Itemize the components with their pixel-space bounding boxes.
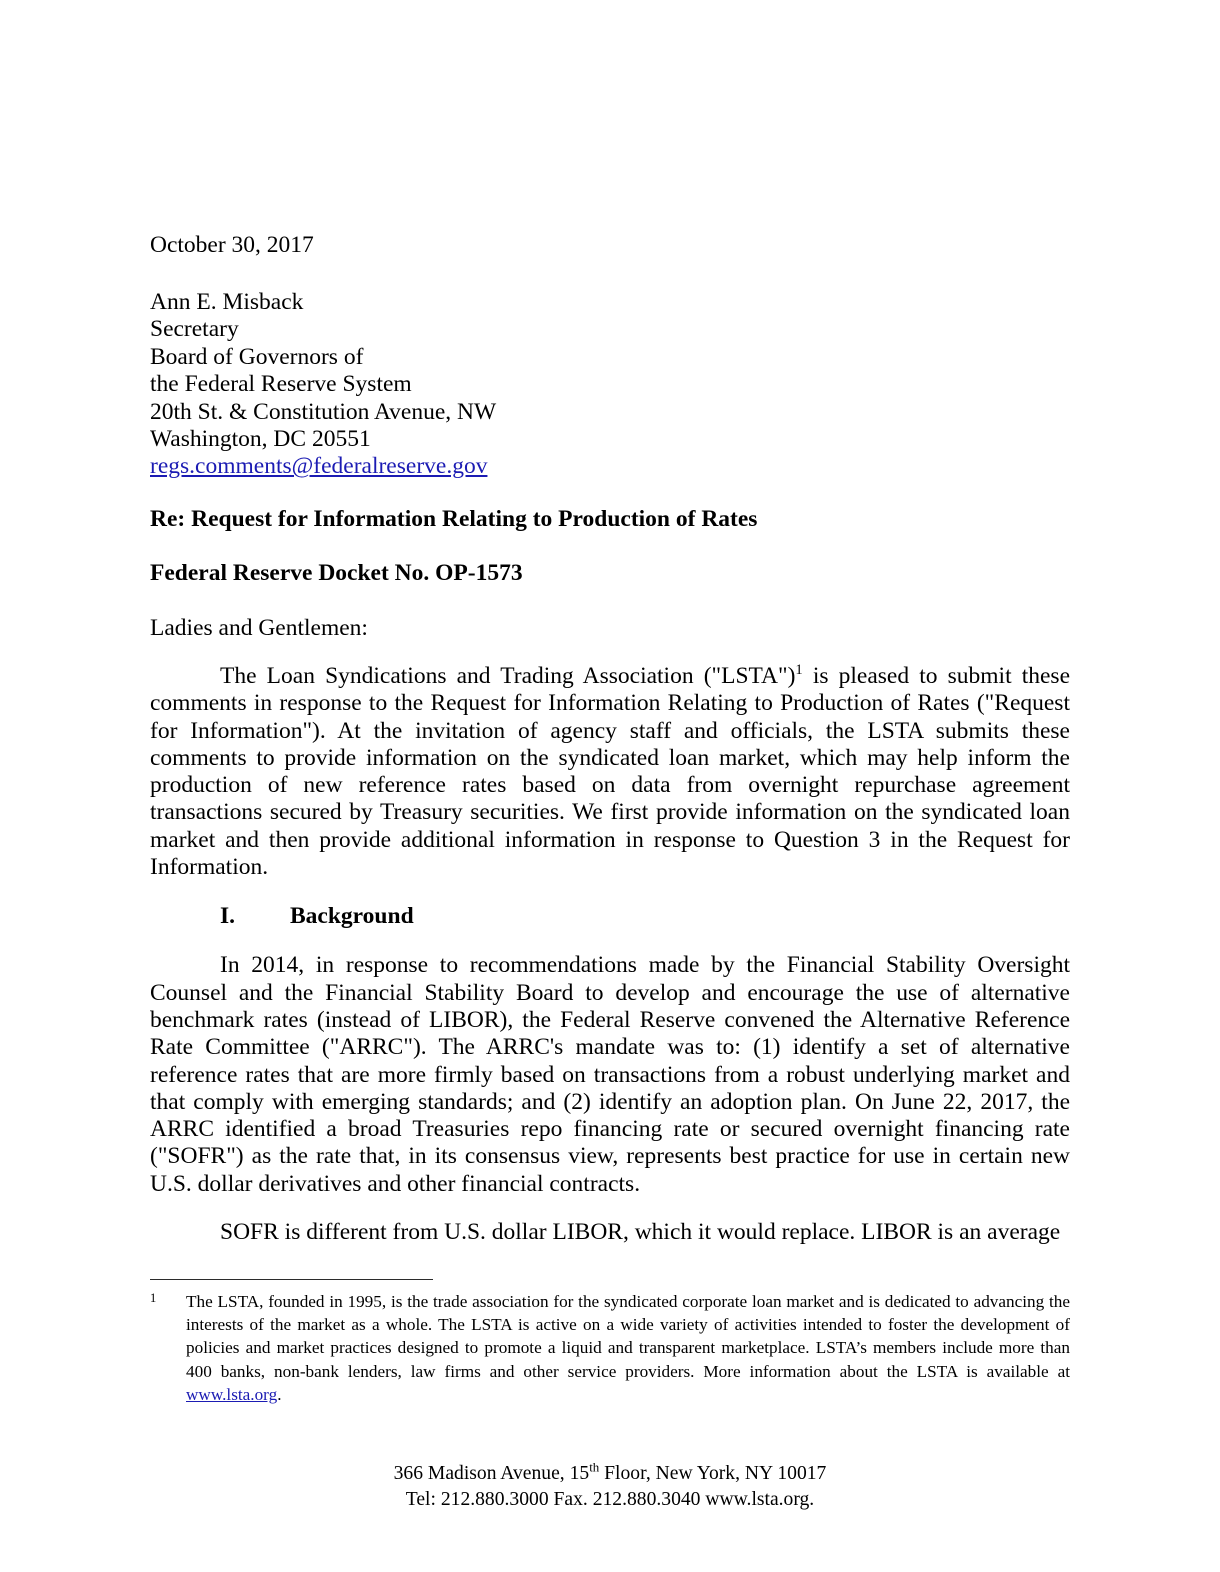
footer-contact-line: Tel: 212.880.3000 Fax. 212.880.3040 www.lsta.org. <box>405 1489 815 1510</box>
paragraph-introduction <box>150 663 1070 881</box>
salutation: Ladies and Gentlemen: <box>150 615 368 641</box>
footer-address-part-a: 366 Madison Avenue, 15 <box>393 1463 590 1484</box>
paragraph-background: In 2014, in response to recommendations made by the Financial Stability Oversight Counsel and the Financial Stability Board to develop and encourage the use of alternative benchmark rates (instead of LIBOR), the Federal Reserve convened the Alternative Reference Rate Committee ("ARRC"). The ARRC's mandate was to: (1) identify a set of alternative reference rates that are more firmly based on transactions from a robust underlying market and that comply with emerging standards; and (2) identify an adoption plan. On June 22, 2017, the ARRC identified a broad Treasuries repo financing rate or secured overnight financing rate ("SOFR") as the rate that, in its consensus view, represents best practice for use in certain new U.S. dollar derivatives and other financial contracts. <box>150 952 1070 1197</box>
page-footer <box>0 1461 1220 1513</box>
footnote-1 <box>150 1290 1070 1406</box>
section-number: I. <box>220 903 236 930</box>
section-title: Background <box>290 903 414 930</box>
address-line-name: Ann E. Misback <box>150 289 304 315</box>
footer-ordinal-suffix: th <box>589 1459 600 1475</box>
footnote-separator-rule <box>150 1279 433 1280</box>
address-line-street: 20th St. & Constitution Avenue, NW <box>150 398 497 425</box>
recipient-email-link[interactable] <box>150 453 496 480</box>
footnote-area <box>150 1279 1070 1406</box>
footer-address-part-b: Floor, New York, NY 10017 <box>599 1463 827 1484</box>
letter-date: October 30, 2017 <box>150 232 314 258</box>
address-line-city: Washington, DC 20551 <box>150 426 371 453</box>
footnote-number: 1 <box>150 1291 157 1305</box>
address-line-org-1: Board of Governors of <box>150 343 364 370</box>
subject-line-docket: Federal Reserve Docket No. OP-1573 <box>150 560 523 586</box>
intro-text-part-a: The Loan Syndications and Trading Association ("LSTA") <box>220 663 796 689</box>
lsta-website-link[interactable]: www.lsta.org <box>186 1384 278 1404</box>
intro-text-part-b: is pleased to submit these comments in response to the Request for Information Relating to Production of Rates ("Request for Information"). At the invitation of agency staff and officials, the LSTA submits these comments to provide information on the syndicated loan market, which may help inform the production of new reference rates based on data from overnight repurchase agreement transactions secured by Treasury securities. We first provide information on the syndicated loan market and then provide additional information in response to Question 3 in the Request for Information. <box>150 663 1071 881</box>
section-heading-background <box>150 903 1070 930</box>
footer-address-line <box>0 1461 1220 1487</box>
letter-body <box>150 663 1070 1246</box>
address-line-title: Secretary <box>150 316 239 343</box>
recipient-address-block <box>150 289 496 481</box>
email-link-text[interactable]: regs.comments@federalreserve.gov <box>150 453 488 480</box>
footnote-reference-marker[interactable]: 1 <box>795 662 803 679</box>
footnote-text: The LSTA, founded in 1995, is the trade association for the syndicated corporate loan market and is dedicated to advancing the interests of the market as a whole. The LSTA is active on a wide variety of activities intended to foster the development of policies and market practices designed to promote a liquid and transparent marketplace. LSTA’s members include more than 400 banks, non-bank lenders, law firms and other service providers. More information about the LSTA is available at <box>186 1292 1070 1381</box>
footnote-text-end: . <box>277 1384 282 1404</box>
address-line-org-2: the Federal Reserve System <box>150 371 412 398</box>
paragraph-sofr: SOFR is different from U.S. dollar LIBOR, which it would replace. LIBOR is an average <box>220 1219 1061 1246</box>
subject-line-re: Re: Request for Information Relating to Production of Rates <box>150 506 758 532</box>
